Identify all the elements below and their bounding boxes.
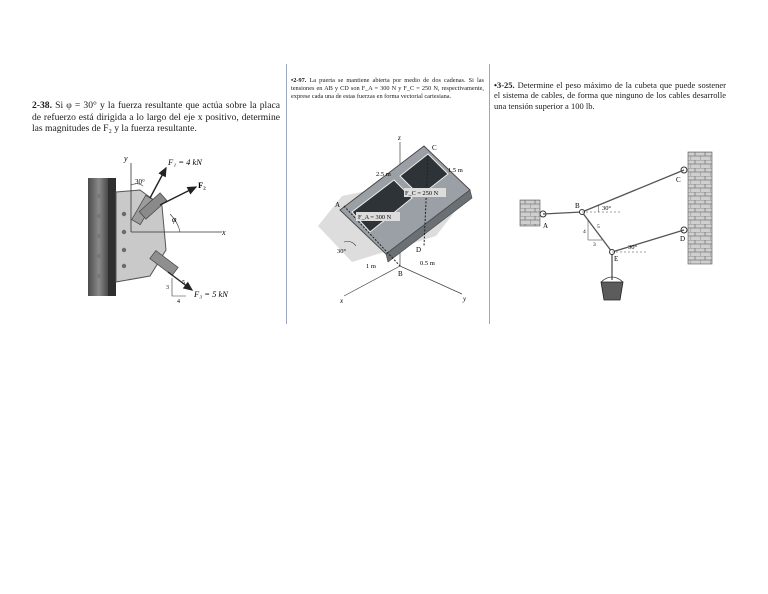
force-f1-label: F₁ = 4 kN <box>168 157 202 167</box>
cable-ab <box>543 212 582 214</box>
phi-label: φ <box>172 215 177 224</box>
force-f3-label: F₃ = 5 kN <box>194 289 228 299</box>
angle-e-label: 30° <box>628 244 638 251</box>
slope-5-label: 5 <box>597 224 600 230</box>
right-wall <box>688 152 712 264</box>
slope-3-label: 3 <box>166 285 169 291</box>
point-a-label: A <box>543 222 549 230</box>
y-axis-label: y <box>124 154 128 163</box>
point-c-label: C <box>432 144 437 152</box>
problem-number: •3-25. <box>494 80 515 90</box>
slope-4-label: 4 <box>583 229 586 235</box>
problem-statement: Determine el peso máximo de la cubeta que puede sostener el sistema de cables, de forma que ninguno de los cables desarrolle una tensión superior a 100 lb. <box>494 80 727 111</box>
point-d-label: D <box>680 235 686 243</box>
slope-3-label: 3 <box>593 242 596 248</box>
axis-y-label: y <box>463 295 467 303</box>
slope-5-label: 5 <box>182 280 185 286</box>
dim-1-5m: 1.5 m <box>448 167 463 174</box>
problem-number: •2-97. <box>291 77 307 84</box>
axis-z-label: z <box>398 134 401 142</box>
point-b-label: B <box>398 270 403 278</box>
problem-statement: La puerta se mantiene abierta por medio de dos cadenas. Si las tensiones en AB y CD son F_A = 300 N y F_C = 250 N, respectivamente, exprese cada una de estas fuerzas en forma vectorial cartesiana. <box>291 77 484 101</box>
force-fc-label: F_C = 250 N <box>405 190 439 197</box>
point-e-label: E <box>614 255 619 263</box>
dim-0-5m: 0.5 m <box>420 260 435 267</box>
bucket <box>601 282 623 300</box>
angle-30-label: 30° <box>337 248 347 255</box>
dim-2-5m: 2.5 m <box>376 171 391 178</box>
cable-be <box>582 212 612 252</box>
point-c-label: C <box>676 176 681 184</box>
cable-bc <box>582 170 684 212</box>
problem-statement: Si φ = 30° y la fuerza resultante que actúa sobre la placa de refuerzo está dirigida a lo largo del eje x positivo, determine las magnitudes de F₂ y la fuerza resultante. <box>32 100 280 135</box>
force-fa-label: F_A = 300 N <box>358 214 392 221</box>
force-f2-label: F₂ <box>198 180 206 190</box>
point-d-label: D <box>416 246 422 254</box>
dim-1m: 1 m <box>366 263 376 270</box>
axis-x-label: x <box>340 297 344 305</box>
point-a-label: A <box>335 201 341 209</box>
problem-number: 2-38. <box>32 100 52 111</box>
angle-30-label: 30° <box>135 178 145 186</box>
point-b-label: B <box>575 202 580 210</box>
angle-b-label: 30° <box>602 205 612 212</box>
cable-ed <box>612 230 684 252</box>
x-axis-label: x <box>222 228 226 237</box>
left-wall <box>520 200 540 226</box>
slope-4-label: 4 <box>177 299 180 305</box>
